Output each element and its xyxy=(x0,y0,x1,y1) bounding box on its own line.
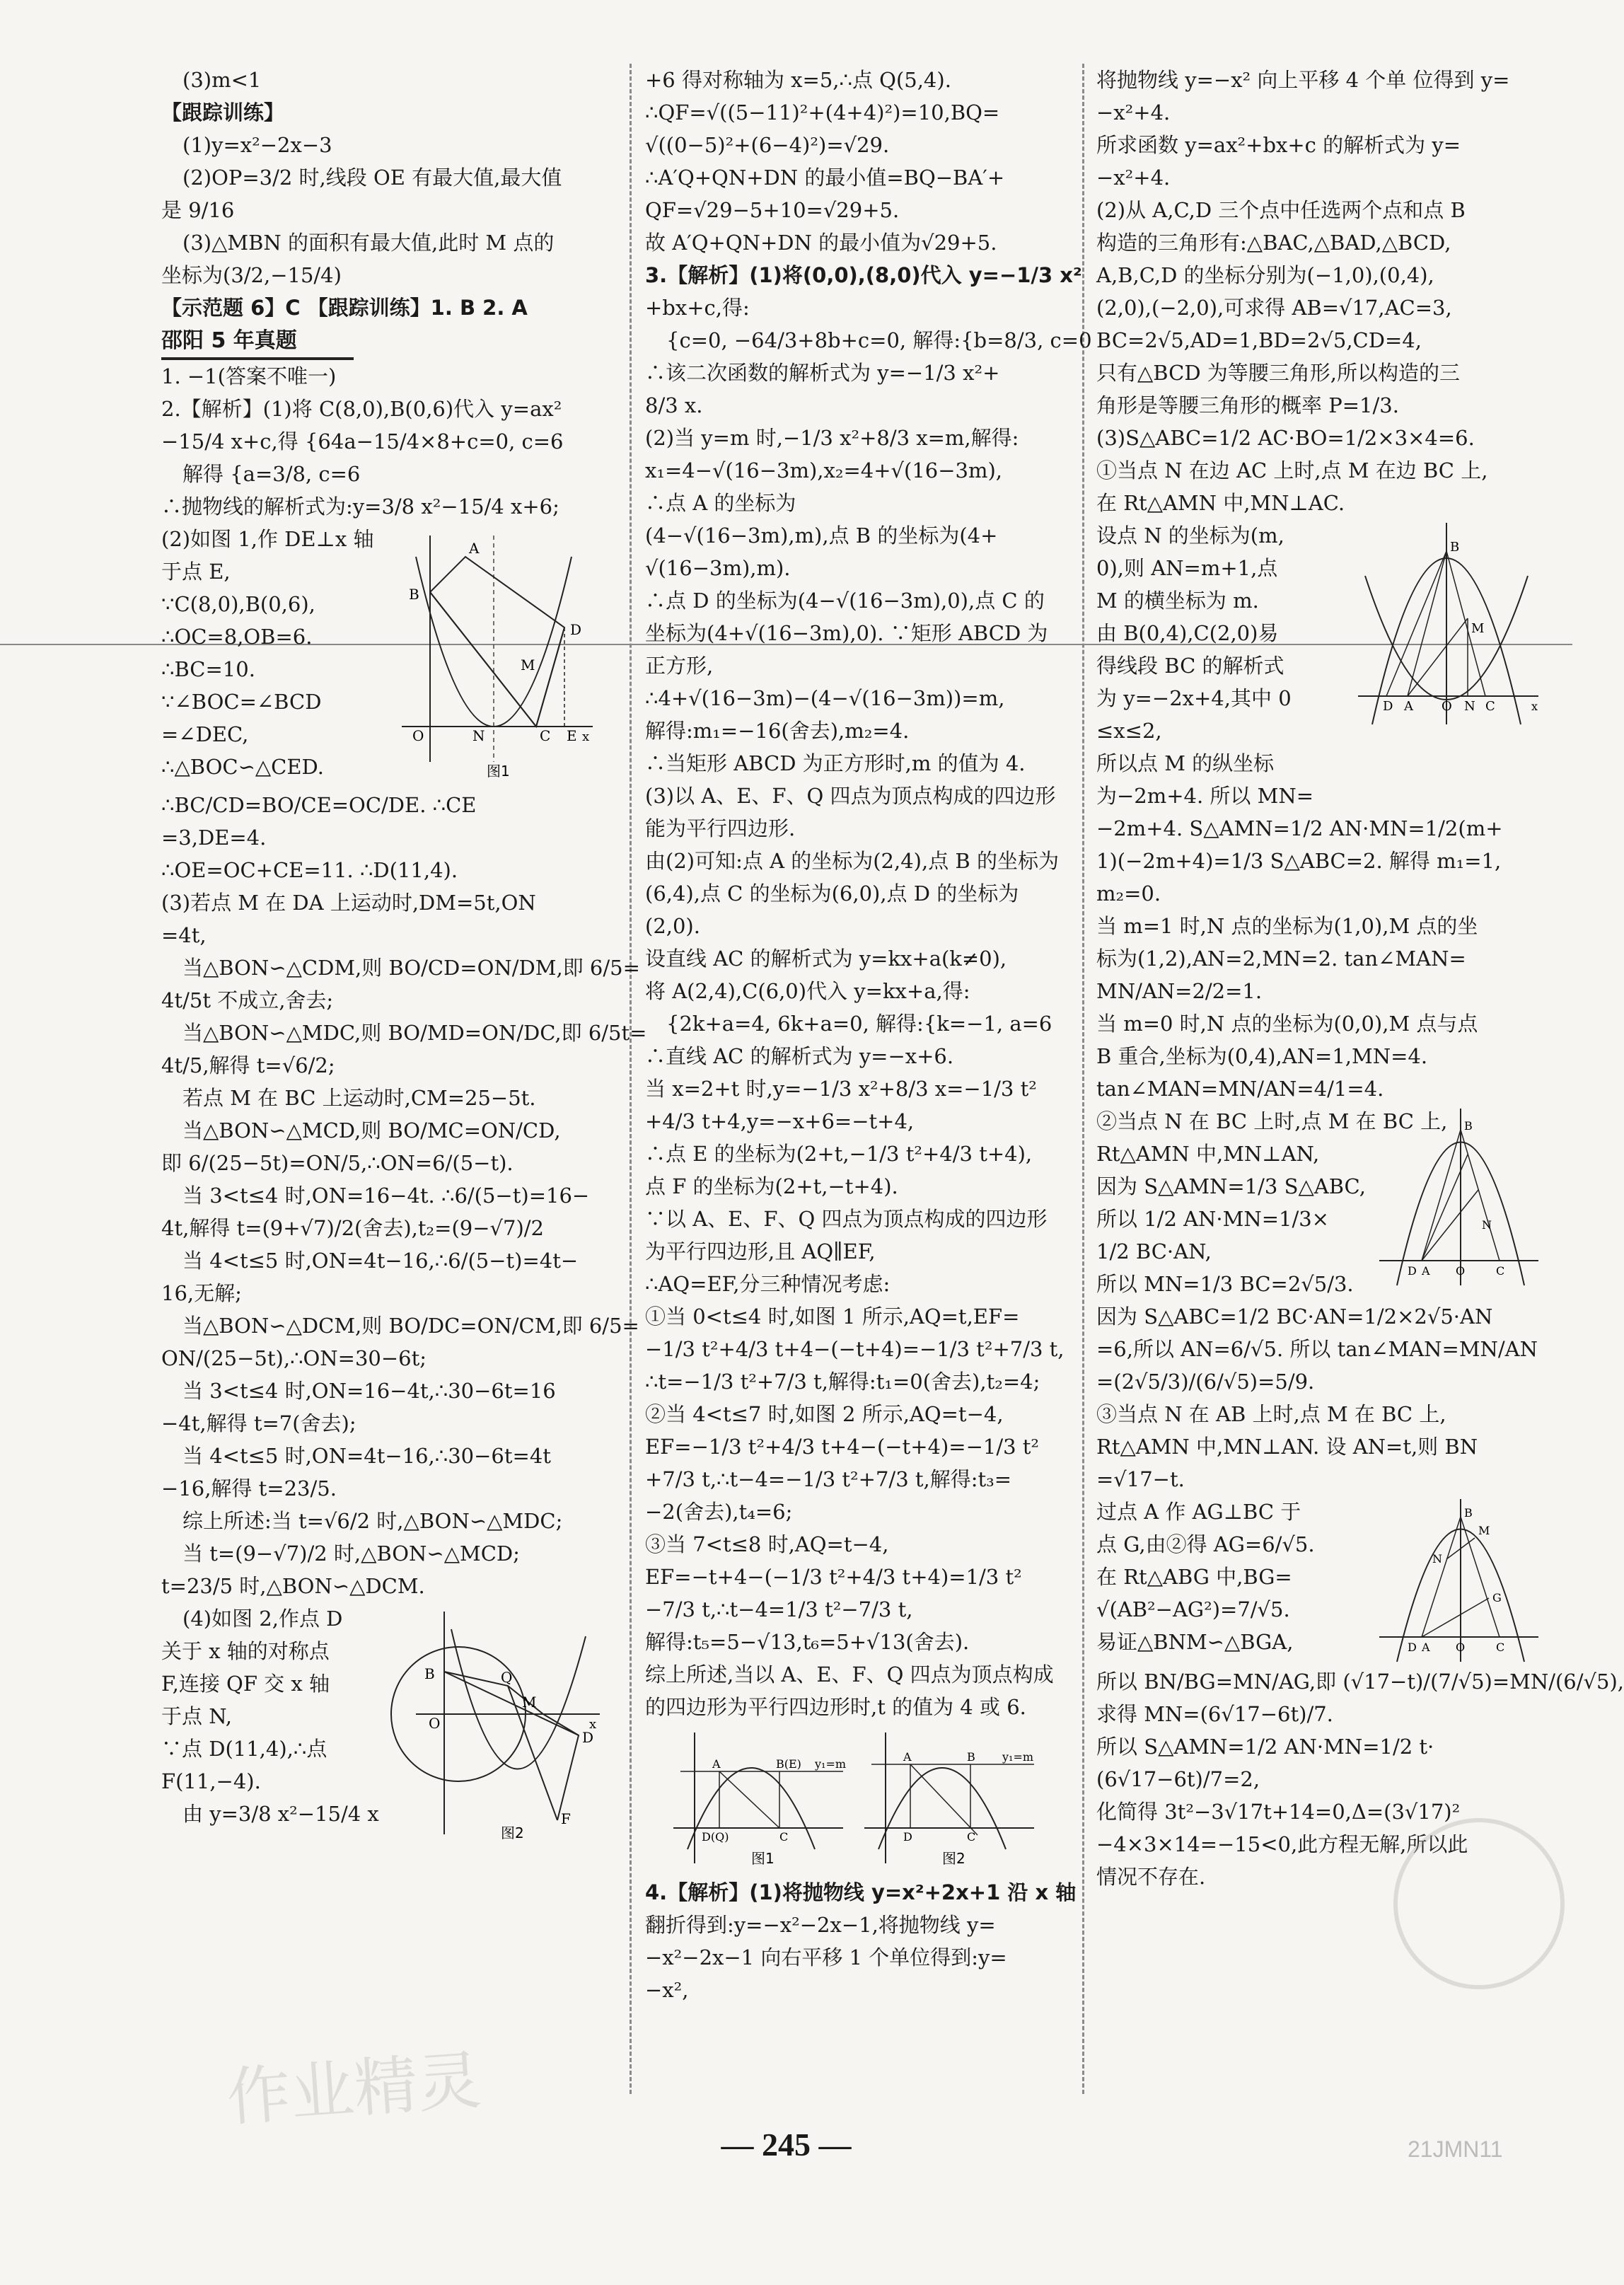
text-line: −4×3×14=−15<0,此方程无解,所以此 xyxy=(1096,1832,1468,1856)
text-line: ON/(25−5t),∴ON=30−6t; xyxy=(161,1346,427,1370)
text-line: 为平行四边形,且 AQ∥EF, xyxy=(645,1239,876,1263)
text-line: 所以 1/2 AN·MN=1/3× xyxy=(1096,1207,1329,1231)
text-line: (2,0),(−2,0),可求得 AB=√17,AC=3, xyxy=(1096,296,1452,320)
p3-figure-2 xyxy=(864,1729,1041,1870)
figure-2-caption: 图2 xyxy=(501,1824,524,1841)
text-line: −4t,解得 t=7(舍去); xyxy=(161,1411,356,1435)
text-line: 所以 BN/BG=MN/AG,即 (√17−t)/(7/√5)=MN/(6/√5), xyxy=(1096,1670,1624,1694)
text-line: =√17−t. xyxy=(1096,1467,1185,1491)
svg-text:N: N xyxy=(1482,1218,1492,1232)
text-line: ∴4+√(16−3m)−(4−√(16−3m))=m, xyxy=(645,686,1005,710)
svg-text:A: A xyxy=(903,1750,912,1764)
svg-text:C: C xyxy=(1485,699,1495,714)
text-line: −2m+4. S△AMN=1/2 AN·MN=1/2(m+ xyxy=(1096,816,1503,840)
svg-text:O: O xyxy=(1442,699,1452,714)
text-line: 易证△BNM∽△BGA, xyxy=(1096,1630,1294,1654)
text-line: 角形是等腰三角形的概率 P=1/3. xyxy=(1096,393,1399,417)
text-line: ∴t=−1/3 t²+7/3 t,解得:t₁=0(舍去),t₂=4; xyxy=(645,1370,1040,1394)
svg-text:M: M xyxy=(1478,1524,1490,1537)
figure-row xyxy=(673,1729,1069,1870)
text-line: √(AB²−AG²)=7/√5. xyxy=(1096,1597,1290,1621)
svg-text:A: A xyxy=(712,1757,721,1771)
column-left xyxy=(161,64,647,2101)
text-line: EF=−1/3 t²+4/3 t+4−(−t+4)=−1/3 t² xyxy=(645,1435,1040,1459)
text-line: 16,无解; xyxy=(161,1281,242,1305)
svg-text:x: x xyxy=(589,1717,597,1732)
text-line: ②当点 N 在 BC 上时,点 M 在 BC 上, xyxy=(1096,1109,1448,1133)
text-line: 当 4<t≤5 时,ON=4t−16,∴30−6t=4t xyxy=(182,1444,551,1468)
text-line: 能为平行四边形. xyxy=(645,816,796,840)
svg-text:C: C xyxy=(967,1830,976,1844)
text-line: 正方形, xyxy=(645,654,714,678)
text-line: 坐标为(4+√(16−3m),0). ∵矩形 ABCD 为 xyxy=(645,621,1048,645)
svg-text:A: A xyxy=(1422,1641,1430,1654)
text-line: 综上所述,当以 A、E、F、Q 四点为顶点构成 xyxy=(645,1662,1054,1687)
text-line: 由(2)可知:点 A 的坐标为(2,4),点 B 的坐标为 xyxy=(645,849,1059,873)
text-line: 设点 N 的坐标为(m, xyxy=(1096,523,1284,548)
svg-text:D: D xyxy=(1383,699,1393,714)
text-line: ∴OE=OC+CE=11. ∴D(11,4). xyxy=(161,858,458,882)
text-line: ∴抛物线的解析式为:y=3/8 x²−15/4 x+6; xyxy=(161,494,559,519)
svg-text:C: C xyxy=(1496,1264,1505,1278)
svg-text:O: O xyxy=(1456,1641,1466,1654)
svg-text:D: D xyxy=(582,1729,594,1746)
text-line: 解得 {a=3/8, c=6 xyxy=(182,462,361,486)
text-line: √((0−5)²+(6−4)²)=√29. xyxy=(645,133,890,157)
text-line: −1/3 t²+4/3 t+4−(−t+4)=−1/3 t²+7/3 t, xyxy=(645,1337,1065,1361)
text-line: (4−√(16−3m),m),点 B 的坐标为(4+ xyxy=(645,523,998,548)
text-line: BC=2√5,AD=1,BD=2√5,CD=4, xyxy=(1096,328,1422,352)
text-line: (2,0). xyxy=(645,914,700,938)
svg-text:C: C xyxy=(1496,1641,1505,1654)
svg-text:B: B xyxy=(409,586,419,603)
text-line: 故 A′Q+QN+DN 的最小值为√29+5. xyxy=(645,231,997,255)
figure-1 xyxy=(402,528,600,783)
text-line: {c=0, −64/3+8b+c=0, 解得:{b=8/3, c=0 xyxy=(666,328,1092,352)
text-line: 点 G,由②得 AG=6/√5. xyxy=(1096,1532,1315,1556)
text-line: (3)若点 M 在 DA 上运动时,DM=5t,ON xyxy=(161,891,536,915)
text-line: 解得:m₁=−16(舍去),m₂=4. xyxy=(645,719,910,743)
text-line: ③当 7<t≤8 时,AQ=t−4, xyxy=(645,1532,889,1556)
text-line: 在 Rt△ABG 中,BG= xyxy=(1096,1565,1292,1589)
section-label: 【跟踪训练】 xyxy=(161,100,285,125)
text-line: −x²+4. xyxy=(1096,166,1171,190)
text-line: 2.【解析】(1)将 C(8,0),B(0,6)代入 y=ax² xyxy=(161,397,562,421)
svg-text:N: N xyxy=(1432,1552,1442,1566)
svg-text:B: B xyxy=(1464,1119,1473,1133)
text-line: 设直线 AC 的解析式为 y=kx+a(k≠0), xyxy=(645,947,1007,971)
text-line: =∠DEC, xyxy=(161,722,249,746)
text-line: B 重合,坐标为(0,4),AN=1,MN=4. xyxy=(1096,1044,1428,1068)
text-line: 4.【解析】(1)将抛物线 y=x²+2x+1 沿 x 轴 xyxy=(645,1880,1077,1904)
text-line: F(11,−4). xyxy=(161,1769,261,1793)
svg-text:M: M xyxy=(522,1694,537,1711)
svg-text:E: E xyxy=(567,727,577,744)
column-middle xyxy=(645,64,1092,2101)
watermark: 作业精灵 xyxy=(224,2043,484,2136)
svg-text:x: x xyxy=(582,729,590,744)
text-line: Rt△AMN 中,MN⊥AN. 设 AN=t,则 BN xyxy=(1096,1435,1478,1459)
text-line: ∴直线 AC 的解析式为 y=−x+6. xyxy=(645,1044,954,1068)
text-line: 综上所述:当 t=√6/2 时,△BON∽△MDC; xyxy=(182,1509,563,1533)
text-line: m₂=0. xyxy=(1096,881,1161,906)
svg-text:N: N xyxy=(1464,699,1475,714)
text-line: 3.【解析】(1)将(0,0),(8,0)代入 y=−1/3 x² xyxy=(645,263,1082,287)
text-line: 标为(1,2),AN=2,MN=2. tan∠MAN= xyxy=(1096,947,1466,971)
text-line: 得线段 BC 的解析式 xyxy=(1096,654,1284,678)
text-line: (6,4),点 C 的坐标为(6,0),点 D 的坐标为 xyxy=(645,881,1019,906)
text-line: 因为 S△ABC=1/2 BC·AN=1/2×2√5·AN xyxy=(1096,1305,1493,1329)
text-line: F,连接 QF 交 x 轴 xyxy=(161,1672,330,1696)
text-line: 即 6/(25−5t)=ON/5,∴ON=6/(5−t). xyxy=(161,1151,514,1175)
text-line: 由 B(0,4),C(2,0)易 xyxy=(1096,621,1279,645)
p4-figure-2 xyxy=(1379,1105,1542,1289)
text-line: (2)从 A,C,D 三个点中任选两个点和点 B xyxy=(1096,198,1466,222)
svg-text:A: A xyxy=(469,540,480,557)
text-line: −x²−2x−1 向右平移 1 个单位得到:y= xyxy=(645,1945,1007,1969)
text-line: x₁=4−√(16−3m),x₂=4+√(16−3m), xyxy=(645,458,1003,482)
text-line: ①当 0<t≤4 时,如图 1 所示,AQ=t,EF= xyxy=(645,1305,1020,1329)
text-line: 若点 M 在 BC 上运动时,CM=25−5t. xyxy=(182,1086,536,1110)
text-line: 当 m=0 时,N 点的坐标为(0,0),M 点与点 xyxy=(1096,1012,1478,1036)
text-line: ∴BC/CD=BO/CE=OC/DE. ∴CE xyxy=(161,793,477,817)
text-line: ②当 4<t≤7 时,如图 2 所示,AQ=t−4, xyxy=(645,1402,1004,1426)
text-line: 在 Rt△AMN 中,MN⊥AC. xyxy=(1096,491,1345,515)
text-line: 构造的三角形有:△BAC,△BAD,△BCD, xyxy=(1096,231,1451,255)
svg-text:F: F xyxy=(561,1810,571,1827)
text-line: 关于 x 轴的对称点 xyxy=(161,1639,330,1663)
text-line: 4t,解得 t=(9+√7)/2(舍去),t₂=(9−√7)/2 xyxy=(161,1216,544,1240)
text-line: ①当点 N 在边 AC 上时,点 M 在边 BC 上, xyxy=(1096,458,1488,482)
text-line: 过点 A 作 AG⊥BC 于 xyxy=(1096,1500,1301,1524)
text-line: (4)如图 2,作点 D xyxy=(182,1607,343,1631)
text-line: 坐标为(3/2,−15/4) xyxy=(161,263,342,287)
text-line: =6,所以 AN=6/√5. 所以 tan∠MAN=MN/AN xyxy=(1096,1337,1538,1361)
text-line: (6√17−6t)/7=2, xyxy=(1096,1767,1260,1791)
text-line: (2)如图 1,作 DE⊥x 轴 xyxy=(161,527,374,551)
text-line: (3)以 A、E、F、Q 四点为顶点构成的四边形 xyxy=(645,784,1056,808)
text-line: −7/3 t,∴t−4=1/3 t²−7/3 t, xyxy=(645,1597,913,1621)
text-line: +bx+c,得: xyxy=(645,296,750,320)
column-right xyxy=(1096,64,1624,2101)
column-separator xyxy=(630,64,632,2094)
p3-figure-1-caption: 图1 xyxy=(751,1850,775,1867)
svg-text:B: B xyxy=(967,1750,975,1764)
svg-text:G: G xyxy=(1492,1591,1502,1604)
text-line: tan∠MAN=MN/AN=4/1=4. xyxy=(1096,1077,1384,1101)
text-line: 所以点 M 的纵坐标 xyxy=(1096,751,1275,775)
text-line: ∴点 D 的坐标为(4−√(16−3m),0),点 C 的 xyxy=(645,589,1045,613)
text-line: ≤x≤2, xyxy=(1096,719,1162,743)
text-line: +4/3 t+4,y=−x+6=−t+4, xyxy=(645,1109,915,1133)
book-code: 21JMN11 xyxy=(1408,2136,1503,2162)
text-line: 当△BON∽△MDC,则 BO/MD=ON/DC,即 6/5t= xyxy=(182,1021,647,1045)
text-line: M 的横坐标为 m. xyxy=(1096,589,1259,613)
text-line: 所以 MN=1/3 BC=2√5/3. xyxy=(1096,1272,1354,1296)
text-line: 当 4<t≤5 时,ON=4t−16,∴6/(5−t)=4t− xyxy=(182,1249,579,1273)
text-line: −x²+4. xyxy=(1096,100,1171,125)
text-line: 4t/5t 不成立,舍去; xyxy=(161,988,334,1012)
text-line: ∵C(8,0),B(0,6), xyxy=(161,592,315,616)
svg-text:C: C xyxy=(779,1830,789,1844)
text-line: 解得:t₅=5−√13,t₆=5+√13(舍去). xyxy=(645,1630,970,1654)
svg-text:B: B xyxy=(1464,1506,1473,1520)
text-line: =4t, xyxy=(161,923,207,947)
p4-figure-1 xyxy=(1358,519,1542,731)
p3-figure-1 xyxy=(673,1729,850,1870)
svg-text:A: A xyxy=(1404,699,1413,714)
text-line: 1)(−2m+4)=1/3 S△ABC=2. 解得 m₁=1, xyxy=(1096,849,1502,873)
text-line: 为−2m+4. 所以 MN= xyxy=(1096,784,1314,808)
text-line: −16,解得 t=23/5. xyxy=(161,1476,337,1500)
text-line: 1/2 BC·AN, xyxy=(1096,1239,1212,1263)
page-number: — 245 — xyxy=(721,2127,852,2163)
svg-text:D: D xyxy=(903,1830,912,1844)
svg-text:A: A xyxy=(1422,1264,1430,1278)
text-line: 于点 E, xyxy=(161,560,231,584)
text-line: (3)S△ABC=1/2 AC·BO=1/2×3×4=6. xyxy=(1096,426,1475,450)
column-separator xyxy=(1082,64,1084,2094)
text-line: EF=−t+4−(−1/3 t²+4/3 t+4)=1/3 t² xyxy=(645,1565,1022,1589)
text-line: 翻折得到:y=−x²−2x−1,将抛物线 y= xyxy=(645,1913,996,1937)
svg-text:M: M xyxy=(521,656,535,673)
text-line: 于点 N, xyxy=(161,1704,232,1728)
text-line: A,B,C,D 的坐标分别为(−1,0),(0,4), xyxy=(1096,263,1434,287)
text-line: =3,DE=4. xyxy=(161,826,267,850)
text-line: √(16−3m),m). xyxy=(645,556,791,580)
text-line: ∴点 A 的坐标为 xyxy=(645,491,796,515)
text-line: 当△BON∽△MCD,则 BO/MC=ON/CD, xyxy=(182,1118,561,1142)
text-line: MN/AN=2/2=1. xyxy=(1096,979,1263,1003)
svg-text:M: M xyxy=(1471,621,1485,636)
figure-1-caption: 图1 xyxy=(487,763,510,780)
text-line: −2(舍去),t₄=6; xyxy=(645,1500,793,1524)
text-line: 当△BON∽△CDM,则 BO/CD=ON/DM,即 6/5= xyxy=(182,956,640,980)
svg-text:B(E): B(E) xyxy=(776,1757,801,1771)
text-line: 因为 S△AMN=1/3 S△ABC, xyxy=(1096,1174,1366,1198)
svg-text:C: C xyxy=(540,727,551,744)
text-line: 将抛物线 y=−x² 向上平移 4 个单 位得到 y= xyxy=(1096,68,1510,92)
text-line: 只有△BCD 为等腰三角形,所以构造的三 xyxy=(1096,361,1461,385)
text-line: +6 得对称轴为 x=5,∴点 Q(5,4). xyxy=(645,68,951,92)
text-line: 求得 MN=(6√17−6t)/7. xyxy=(1096,1702,1333,1726)
text-line: 当 m=1 时,N 点的坐标为(1,0),M 点的坐 xyxy=(1096,914,1478,938)
text-line: ③当点 N 在 AB 上时,点 M 在 BC 上, xyxy=(1096,1402,1446,1426)
text-line: =(2√5/3)/(6/√5)=5/9. xyxy=(1096,1370,1315,1394)
text-line: (2)OP=3/2 时,线段 OE 有最大值,最大值 xyxy=(182,166,562,190)
text-line: ∴QF=√((5−11)²+(4+4)²)=10,BQ= xyxy=(645,100,1000,125)
svg-text:Q: Q xyxy=(501,1669,513,1686)
text-line: 4t/5,解得 t=√6/2; xyxy=(161,1053,335,1077)
text-line: ∴点 E 的坐标为(2+t,−1/3 t²+4/3 t+4), xyxy=(645,1142,1033,1166)
text-line: t=23/5 时,△BON∽△DCM. xyxy=(161,1574,425,1598)
svg-text:D: D xyxy=(1408,1264,1417,1278)
text-line: (2)当 y=m 时,−1/3 x²+8/3 x=m,解得: xyxy=(645,426,1019,450)
svg-text:O: O xyxy=(1456,1264,1466,1278)
section-title: 邵阳 5 年真题 xyxy=(161,325,354,360)
text-line: 将 A(2,4),C(6,0)代入 y=kx+a,得: xyxy=(645,979,970,1003)
text-line: 当 3<t≤4 时,ON=16−4t. ∴6/(5−t)=16− xyxy=(182,1184,590,1208)
svg-text:y₁=m: y₁=m xyxy=(1002,1750,1034,1764)
answer-line: 【示范题 6】C 【跟踪训练】1. B 2. A xyxy=(161,296,528,320)
svg-text:D: D xyxy=(1408,1641,1417,1654)
text-line: 情况不存在. xyxy=(1096,1865,1206,1889)
text-line: 当△BON∽△DCM,则 BO/DC=ON/CM,即 6/5= xyxy=(182,1314,639,1338)
text-line: −x², xyxy=(645,1978,689,2002)
svg-text:O: O xyxy=(429,1715,441,1732)
text-line: 为 y=−2x+4,其中 0 xyxy=(1096,686,1292,710)
seal-stamp xyxy=(1393,1818,1565,1989)
text-line: 由 y=3/8 x²−15/4 x xyxy=(182,1802,379,1826)
text-line: (3)△MBN 的面积有最大值,此时 M 点的 xyxy=(182,231,555,255)
text-line: ∴A′Q+QN+DN 的最小值=BQ−BA′+ xyxy=(645,166,1005,190)
svg-text:D(Q): D(Q) xyxy=(702,1830,729,1844)
svg-text:y₁=m: y₁=m xyxy=(815,1757,847,1771)
svg-text:N: N xyxy=(472,727,485,744)
text-line: ∴BC=10. xyxy=(161,657,255,681)
text-line: 点 F 的坐标为(2+t,−t+4). xyxy=(645,1174,898,1198)
text-line: 8/3 x. xyxy=(645,393,703,417)
text-line: {2k+a=4, 6k+a=0, 解得:{k=−1, a=6 xyxy=(666,1012,1052,1036)
text-line: 所以 S△AMN=1/2 AN·MN=1/2 t· xyxy=(1096,1735,1434,1759)
text-line: ∴OC=8,OB=6. xyxy=(161,625,313,649)
text-line: 1. −1(答案不唯一) xyxy=(161,364,337,388)
text-line: 0),则 AN=m+1,点 xyxy=(1096,556,1278,580)
p4-figure-3 xyxy=(1379,1496,1542,1665)
svg-text:B: B xyxy=(424,1665,435,1682)
text-line: ∵以 A、E、F、Q 四点为顶点构成的四边形 xyxy=(645,1207,1048,1231)
text-line: 化简得 3t²−3√17t+14=0,Δ=(3√17)² xyxy=(1096,1800,1461,1824)
text-line: 当 t=(9−√7)/2 时,△BON∽△MCD; xyxy=(182,1541,520,1566)
text-line: 所求函数 y=ax²+bx+c 的解析式为 y= xyxy=(1096,133,1461,157)
p3-figure-2-caption: 图2 xyxy=(942,1850,965,1867)
svg-text:B: B xyxy=(1450,540,1460,555)
text-line: −15/4 x+c,得 {64a−15/4×8+c=0, c=6 xyxy=(161,429,564,453)
text-line: ∵∠BOC=∠BCD xyxy=(161,690,322,714)
text-line: ∵点 D(11,4),∴点 xyxy=(161,1737,327,1761)
text-line: +7/3 t,∴t−4=−1/3 t²+7/3 t,解得:t₃= xyxy=(645,1467,1012,1491)
text-line: ∴△BOC∽△CED. xyxy=(161,755,324,779)
text-line: 的四边形为平行四边形时,t 的值为 4 或 6. xyxy=(645,1695,1026,1719)
text-line: Rt△AMN 中,MN⊥AN, xyxy=(1096,1142,1320,1166)
text-line: ∴AQ=EF,分三种情况考虑: xyxy=(645,1272,891,1296)
text-line: 当 3<t≤4 时,ON=16−4t,∴30−6t=16 xyxy=(182,1379,556,1403)
text-line: (1)y=x²−2x−3 xyxy=(182,133,332,157)
text-line: ∴当矩形 ABCD 为正方形时,m 的值为 4. xyxy=(645,751,1026,775)
svg-text:O: O xyxy=(412,727,424,744)
text-line: ∴该二次函数的解析式为 y=−1/3 x²+ xyxy=(645,361,1000,385)
svg-text:D: D xyxy=(570,621,582,638)
figure-2 xyxy=(416,1608,607,1841)
text-line: (3)m<1 xyxy=(182,68,262,92)
svg-text:x: x xyxy=(1531,700,1538,713)
text-line: 当 x=2+t 时,y=−1/3 x²+8/3 x=−1/3 t² xyxy=(645,1077,1037,1101)
text-line: 是 9/16 xyxy=(161,198,235,222)
text-line: QF=√29−5+10=√29+5. xyxy=(645,198,900,222)
